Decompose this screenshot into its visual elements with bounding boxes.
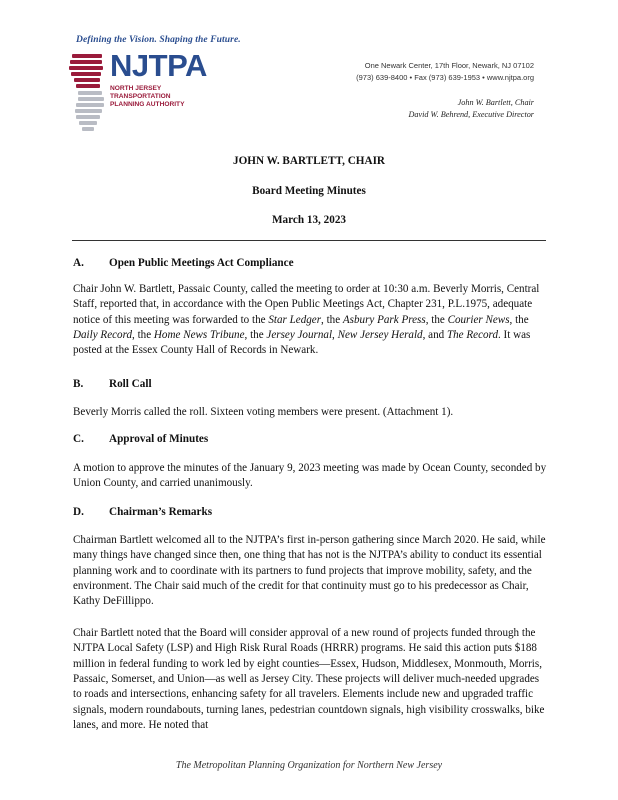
logo-line-1: NORTH JERSEY	[110, 85, 162, 92]
section-b-paragraph: Beverly Morris called the roll. Sixteen voting members were present. (Attachment 1).	[73, 406, 454, 418]
section-b-title: Roll Call	[109, 378, 152, 390]
doc-title-chair: JOHN W. BARTLETT, CHAIR	[232, 155, 386, 167]
section-a-heading	[73, 257, 294, 269]
njtpa-logo	[66, 48, 236, 140]
text-run: , the	[321, 313, 343, 326]
contact-info	[356, 60, 534, 84]
logo-line-3: PLANNING AUTHORITY	[110, 101, 185, 109]
section-d-title: Chairman’s Remarks	[109, 506, 213, 518]
publication-name: Jersey Journal	[266, 329, 333, 342]
logo-full-name	[110, 85, 184, 110]
section-a-letter: A.	[73, 257, 84, 269]
text-run: . It was posted at the Essex County Hall of Records in Newark.	[73, 329, 531, 357]
publication-name: The Record	[446, 329, 498, 342]
text-run: , and	[422, 329, 447, 342]
phone-fax-web: (973) 639-8400 • Fax (973) 639-1953 • www.njtpa.org	[356, 73, 534, 82]
publication-name: Home News Tribune	[153, 329, 245, 342]
section-d-paragraph-1: Chairman Bartlett welcomed all to the NJTPA’s first in-person gathering since March 2020. He said, while many things have changed since then, one thing that has not is the NJTPA’s ability to conduct its essential planning work and to coordinate with its partners to fund projects that improve mobility, safety, and the environment. The Chair said much of the credit for that continuity must go to his predecessor as Chair, Kathy DeFillippo.	[73, 534, 546, 608]
tagline: Defining the Vision. Shaping the Future.	[76, 35, 241, 45]
publication-name: Courier News	[447, 313, 510, 326]
address: One Newark Center, 17th Floor, Newark, NJ 07102	[364, 61, 534, 70]
section-c-paragraph: A motion to approve the minutes of the January 9, 2023 meeting was made by Ocean County, seconded by Union County, and carried unanimously.	[73, 462, 547, 490]
section-c-heading	[73, 433, 208, 445]
text-run: , the	[425, 313, 448, 326]
publication-name: New Jersey Herald	[337, 329, 423, 342]
publication-name: Star Ledger	[268, 313, 322, 326]
section-d-letter: D.	[73, 506, 84, 518]
text-run: , the	[509, 313, 529, 326]
section-b-letter: B.	[73, 378, 84, 390]
officers	[409, 97, 535, 121]
section-d-paragraph-2: Chair Bartlett noted that the Board will consider approval of a new round of projects funded through the NJTPA Local Safety (LSP) and High Risk Rural Roads (HRRR) programs. He said this action puts $188 million in federal funding to work led by eight counties—Essex, Hudson, Middlesex, Monmouth, Morris, Passaic, Somerset, and Union—as well as Jersey City. These projects will deliver much-needed upgrades to roads and intersections, enhancing safety for all travelers. Elements include new and upgraded traffic signals, modern roundabouts, turning lanes, pedestrian countdown signals, high visibility crosswalks, bike lanes, and more. He noted that	[73, 627, 545, 732]
text-run: Chair John W. Bartlett, Passaic County, called the meeting to order at 10:30 a.m. Beverly Morris, Central Staff, reported that, in accordance with the Open Public Meetings Act, Chapter 231, P.L.1975, adequate notice of this meeting was forwarded to the	[73, 283, 540, 326]
executive-director-name: David W. Behrend, Executive Director	[408, 110, 534, 119]
footer-tagline: The Metropolitan Planning Organization for Northern New Jersey	[175, 760, 443, 771]
publication-name: Asbury Park Press	[342, 313, 426, 326]
doc-date: March 13, 2023	[271, 214, 347, 226]
section-c-letter: C.	[73, 433, 84, 445]
section-a-title: Open Public Meetings Act Compliance	[109, 257, 294, 269]
section-c-title: Approval of Minutes	[109, 433, 209, 445]
chair-name: John W. Bartlett, Chair	[457, 98, 534, 107]
text-run: , the	[244, 329, 267, 342]
doc-title: Board Meeting Minutes	[252, 185, 366, 197]
section-a-paragraph	[73, 282, 549, 359]
logo-wordmark: NJTPA	[110, 48, 207, 83]
section-b-heading	[73, 378, 152, 390]
text-run: ,	[332, 329, 338, 342]
text-run: , the	[132, 329, 154, 342]
section-d-heading	[73, 506, 212, 518]
nj-map-logo-icon	[66, 48, 110, 140]
title-divider	[72, 240, 546, 241]
logo-line-2: TRANSPORTATION	[110, 93, 171, 101]
publication-name: Daily Record	[73, 329, 133, 342]
